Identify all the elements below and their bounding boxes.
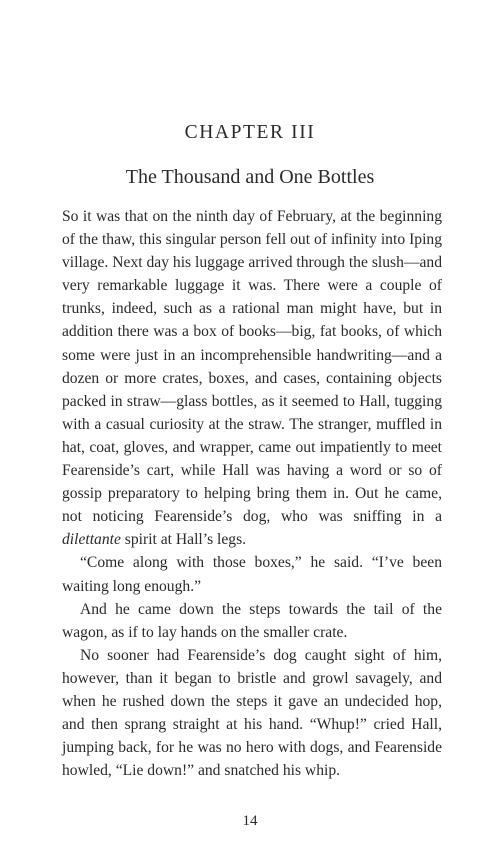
- paragraph: [62, 644, 442, 783]
- chapter-title: The Thousand and One Bottles: [125, 166, 375, 188]
- paragraph-text: No sooner had Fearenside’s dog caught sight of him, however, than it began to bristle and growl savagely, and when he rushed down the steps it gave an undecided hop, and then sprang straight at his hand. “Whup!” cried Hall, jumping back, for he was no hero with dogs, and Fearenside howled, “Lie down!” and snatched his whip.: [62, 646, 442, 780]
- paragraph: [62, 205, 442, 551]
- body-text: [62, 205, 442, 782]
- paragraph-text: “Come along with those boxes,” he said. “I’ve been waiting long enough.”: [62, 554, 442, 595]
- paragraph: [62, 598, 442, 644]
- paragraph-text: spirit at Hall’s legs.: [120, 531, 247, 549]
- paragraph-text: And he came down the steps towards the tail of the wagon, as if to lay hands on the smaller crate.: [62, 600, 442, 641]
- page-number: 14: [242, 813, 258, 829]
- paragraph-text: So it was that on the ninth day of February, at the beginning of the thaw, this singular person fell out of infinity into Iping village. Next day his luggage arrived through the slush—and very remarkable luggage it was. There were a couple of trunks, indeed, such as a rational man might have, but in addition there was a box of books—big, fat books, of which some were just in an incomprehensible handwriting—and a dozen or more crates, boxes, and cases, containing objects packed in straw—glass bottles, as it seemed to Hall, tugging with a casual curiosity at the straw. The stranger, muffled in hat, coat, gloves, and wrapper, came out impatiently to meet Fearenside’s cart, while Hall was having a word or so of gossip preparatory to helping bring them in. Out he came, not noticing Fearenside’s dog, who was sniffing in a: [62, 208, 442, 526]
- italic-text: dilettante: [62, 531, 121, 549]
- chapter-heading: CHAPTER III: [184, 122, 316, 143]
- paragraph: [62, 551, 442, 597]
